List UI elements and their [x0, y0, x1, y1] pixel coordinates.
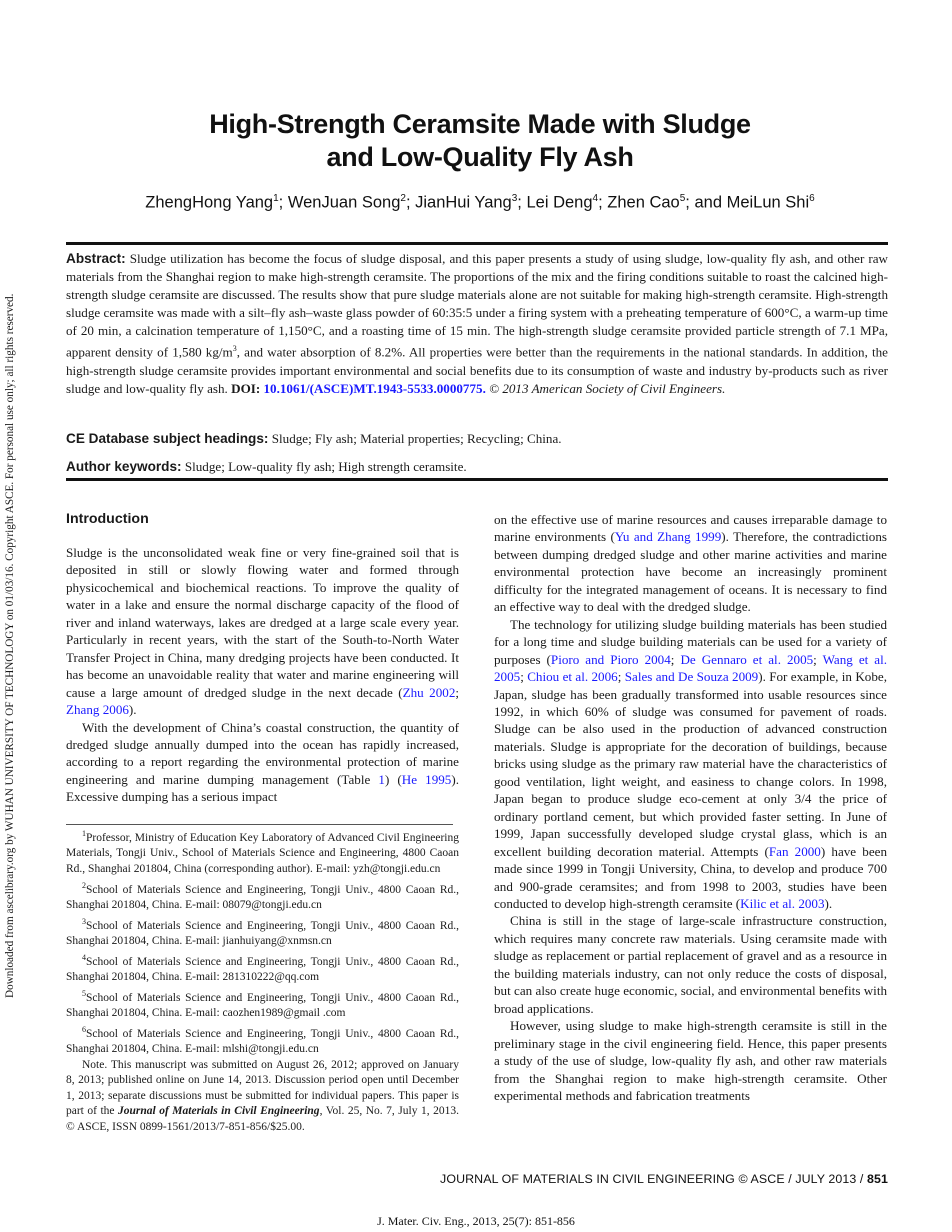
citation-link[interactable]: Chiou et al. 2006 — [527, 669, 618, 685]
citation-link[interactable]: Yu and Zhang 1999 — [614, 529, 722, 545]
citation-link[interactable]: De Gennaro et al. 2005 — [680, 651, 814, 667]
note-text: Note. This manuscript was submitted on August 26, 2012; approved on January 8, 2013; published online on June 14, 2013. Discussion period open until December 1, 2013; separate discussions must be submitted for individual papers. This paper is part of the — [66, 1058, 459, 1118]
author-affiliation-mark: 6 — [809, 193, 815, 204]
download-notice — [2, 222, 18, 998]
citation-link[interactable]: Fan 2000 — [768, 843, 821, 859]
paragraph-text: The technology for utilizing sludge building materials has been studied for a long time and sludge building materials can be used for a variety of purposes ( — [494, 616, 887, 667]
subject-headings-label: CE Database subject headings: — [66, 431, 269, 446]
abstract-label: Abstract: — [66, 251, 126, 266]
author-affiliation-mark: 2 — [400, 193, 406, 204]
left-column — [66, 510, 459, 806]
subject-headings — [66, 430, 888, 448]
citation-link[interactable]: He 1995 — [401, 771, 452, 787]
footnote — [66, 986, 459, 1022]
author-affiliation-mark: 3 — [511, 193, 518, 204]
footnote-text: School of Materials Science and Engineering, Tongji Univ., 4800 Caoan Rd., Shanghai 201804, China. E-mail: mlshi@tongji.edu.cn — [66, 1027, 459, 1056]
footnote-text: School of Materials Science and Engineering, Tongji Univ., 4800 Caoan Rd., Shanghai 201804, China. E-mail: 08079@tongji.edu.cn — [66, 883, 459, 912]
abstract-text: Sludge utilization has become the focus of sludge disposal, and this paper presents a study of using sludge, low-quality fly ash, and other raw materials from the Shanghai region to make high-strength ceramsite. The proportions of the mix and the firing conditions suitable to roast the calcined high-strength sludge ceramsite are discussed. The results show that pure sludge materials alone are not suitable for making high-strength ceramsite. High-strength sludge ceramsite was made with a silt–fly ash–waste glass powder of 60:35:5 under a firing system with a preheating temperature of 600°C, a warm-up time of 20 min, a calcination temperature of 1,150°C, and a roasting time of 15 min. The high-strength sludge ceramsite provided particle strength of 7.1 MPa, apparent density of 1,580 kg/m — [66, 251, 888, 360]
footnote-text: School of Materials Science and Engineering, Tongji Univ., 4800 Caoan Rd., Shanghai 201804, China. E-mail: 281310222@qq.com — [66, 955, 459, 984]
abstract-text-cont: , and water absorption of 8.2%. All properties were better than the requirements in the national standards. In addition, the high-strength sludge ceramsite provides important environmental and social benefits due to its consumption of waste and industry by-products such as river sludge and low-quality fly ash. — [66, 344, 888, 397]
table-link[interactable]: 1 — [378, 771, 385, 787]
citation-separator: ; — [455, 684, 460, 700]
footnote-text: School of Materials Science and Engineering, Tongji Univ., 4800 Caoan Rd., Shanghai 201804, China. E-mail: jianhuiyang@xnmsn.cn — [66, 919, 459, 948]
footnote — [66, 950, 459, 986]
footnote-mark: 2 — [82, 880, 86, 890]
author-separator: ; — [598, 193, 608, 212]
abstract-top-rule — [66, 242, 888, 245]
title-line-1: High-Strength Ceramsite Made with Sludge — [209, 109, 751, 139]
footnote-mark: 1 — [82, 829, 86, 838]
doi-link[interactable]: 10.1061/(ASCE)MT.1943-5533.0000775. — [260, 381, 486, 397]
footnotes — [66, 826, 459, 1136]
author-separator: ; — [517, 193, 527, 212]
paragraph — [66, 719, 459, 806]
paragraph: China is still in the stage of large-scale infrastructure construction, which requires many concrete raw materials. Using ceramsite made with sludge as replacement or partial replacement of gravel and as a resource in the building materials industry, can not only reduce the costs of disposal, but can also create huge economic, social, and environmental benefits with broad applications. — [494, 913, 887, 1016]
paragraph-text: ) have been made since 1999 in Tongji University, China, to develop and produce 700 and 900-grade ceramsites; and from 1998 to 2003, studies have been conducted to develop high-strength ceramsite ( — [494, 843, 888, 911]
paragraph-text: on the effective use of marine resources and causes irreparable damage to marine environments ( — [494, 512, 887, 545]
subject-headings-text: Sludge; Fly ash; Material properties; Recycling; China. — [268, 431, 562, 446]
footnote — [66, 826, 459, 878]
section-heading-introduction: Introduction — [66, 511, 149, 527]
citation-link[interactable]: Kilic et al. 2003 — [740, 895, 825, 911]
footnote — [66, 878, 459, 914]
author-keywords-label: Author keywords: — [66, 459, 182, 474]
journal-name: Journal of Materials in Civil Engineering — [118, 1105, 320, 1118]
paragraph-text: Sludge is the unconsolidated weak fine or very fine-grained soil that is deposited in still or slowly flowing water and formed through physicochemical and biochemical reactions. To improve the quality of water in a lake and ensure the normal discharge capacity of the flood of river and inland waterways, lakes are dredged at a large scale every year. Particularly in recent years, with the start of the South-to-North Water Transfer Project in China, many dredging projects have been conducted. It has become an unavoidable reality that water and marine engineering will cause a large amount of dredged sludge in the next decade ( — [66, 545, 459, 700]
paragraph-text: With the development of China’s coastal construction, the quantity of dredged sludge annually dumped into the ocean has rapidly increased, according to a report regarding the environmental protection of marine engineering and marine dumping management (Table — [66, 719, 459, 787]
author-name: JianHui Yang — [415, 193, 512, 212]
paragraph-text: ). For example, in Kobe, Japan, sludge has been gradually transformed into usable resources since 1992, in which 60% of sludge was consumed for pavement of roads. Sludge can be also used in the production of advanced construction materials. Sludge is appropriate for the decoration of buildings, because bricks using sludge as the primary raw material have the characteristics of good ventilation, light weight, and easiness to change colors. In 1998, Japan began to produce sludge eco-cement at only 3/4 the price of ordinary portland cement, but which provided faster setting. In June of 1999, Japan successfully developed sludge crystal glass, which is an excellent building decoration material. Attempts ( — [494, 669, 887, 859]
author-name: Lei Deng — [526, 193, 593, 212]
author-separator: ; — [278, 193, 288, 212]
abstract — [66, 250, 888, 398]
paragraph: The technology for utilizing sludge building materials has been studied for a long time and sludge building materials can be used for a variety of purposes (Pioro and Pioro 2004; De Gennaro et al. 2005; Wang et al. 2005; Chiou et al. 2006; Sales and De Souza 2009). For example, in Kobe, Japan, sludge has been gradually transformed into usable resources since 1992, in which 60% of sludge was consumed for pavement of roads. Sludge can be also used in the production of advanced construction materials. Sludge is appropriate for the decoration of buildings, because bricks using sludge as the primary raw material have the characteristics of good ventilation, light weight, and easiness to change colors. In 1998, Japan began to produce sludge eco-cement at only 3/4 the price of ordinary portland cement, but which provided faster setting. In June of 1999, Japan successfully developed sludge crystal glass, which is an excellent building decoration material. Attempts (Fan 2000) have been made since 1999 in Tongji University, China, to develop and produce 700 and 900-grade ceramsites; and from 1998 to 2003, studies have been conducted to develop high-strength ceramsite (Kilic et al. 2003). — [494, 616, 888, 911]
doi-label: DOI: — [231, 381, 261, 397]
running-footer-text: JOURNAL OF MATERIALS IN CIVIL ENGINEERING © ASCE / JULY 2013 / — [440, 1172, 868, 1186]
paragraph-text: ). Therefore, the contradictions between dumping dredged sludge and other marine activities and marine environmental protection have become an increasingly prominent difficulty for the integrated management of oceans. It is necessary to find an effective way to deal with the dredged sludge. — [494, 529, 887, 615]
abstract-bottom-rule — [66, 478, 888, 481]
author-affiliation-mark: 1 — [273, 193, 279, 204]
author-keywords — [66, 458, 888, 476]
author-keywords-text: Sludge; Low-quality fly ash; High strength ceramsite. — [181, 459, 467, 474]
author-separator: ; — [405, 193, 416, 212]
footnote — [66, 914, 459, 950]
author-name: ZhengHong Yang — [145, 193, 274, 212]
right-column — [494, 511, 887, 1104]
author-separator: ; and — [685, 193, 727, 212]
paragraph — [494, 511, 887, 616]
copyright-notice: © 2013 American Society of Civil Engineers. — [485, 381, 726, 397]
paragraph-text: ). — [824, 895, 833, 911]
note-text: , Vol. 25, No. 7, July 1, 2013. © ASCE, ISSN 0899-1561/2013/7-851-856/$25.00. — [66, 1105, 459, 1134]
page-number: 851 — [867, 1172, 888, 1186]
footnote-text: Professor, Ministry of Education Key Laboratory of Advanced Civil Engineering Materials, Tongji Univ., School of Materials Science and Engineering, 4800 Caoan Rd., Shanghai 201804, China (corresponding author). E-mail: yzh@tongji.edu.cn — [66, 831, 459, 876]
paragraph-text: ) ( — [384, 771, 402, 787]
paragraph-text: ). — [128, 702, 137, 718]
running-footer — [440, 1172, 888, 1186]
footnote-mark: 4 — [82, 952, 86, 962]
citation-link[interactable]: Wang et al. 2005 — [494, 651, 887, 685]
author-list — [60, 188, 900, 214]
footnote-rule — [66, 824, 453, 825]
manuscript-note — [66, 1058, 459, 1136]
citation-link[interactable]: Zhu 2002 — [402, 684, 456, 700]
download-notice-text: Downloaded from ascelibrary.org by WUHAN UNIVERSITY OF TECHNOLOGY on 01/03/16. Copyright ASCE. For personal use only; all rights reserved. — [4, 293, 16, 998]
author-name: WenJuan Song — [287, 193, 401, 212]
citation-footer: J. Mater. Civ. Eng., 2013, 25(7): 851-856 — [377, 1214, 575, 1228]
author-affiliation-mark: 5 — [679, 193, 686, 204]
superscript: 3 — [232, 344, 237, 354]
paragraph: However, using sludge to make high-strength ceramsite is still in the preliminary stage in the civil engineering field. Hence, this paper presents a study of the use of sludge, low-quality fly ash, and other raw materials from the Shanghai region to make high-strength ceramsite. Other experimental methods and fabrication treatments — [494, 1018, 887, 1103]
citation-link[interactable]: Zhang 2006 — [66, 702, 129, 718]
paragraph — [66, 544, 459, 719]
author-name: MeiLun Shi — [726, 193, 810, 212]
citation-link[interactable]: Pioro and Pioro 2004 — [550, 651, 671, 667]
paper-title — [60, 108, 900, 174]
footnote — [66, 1022, 459, 1058]
author-name: Zhen Cao — [607, 193, 680, 212]
paragraph-text: ). Excessive dumping has a serious impact — [66, 771, 459, 805]
citation-link[interactable]: Sales and De Souza 2009 — [624, 669, 759, 685]
footnote-mark: 6 — [82, 1024, 86, 1034]
footnote-text: School of Materials Science and Engineering, Tongji Univ., 4800 Caoan Rd., Shanghai 201804, China. E-mail: caozhen1989@gmail .com — [66, 991, 459, 1020]
footnote-mark: 5 — [82, 988, 86, 998]
title-line-2: and Low-Quality Fly Ash — [326, 142, 634, 172]
footnote-mark: 3 — [82, 916, 86, 926]
author-affiliation-mark: 4 — [592, 193, 599, 204]
